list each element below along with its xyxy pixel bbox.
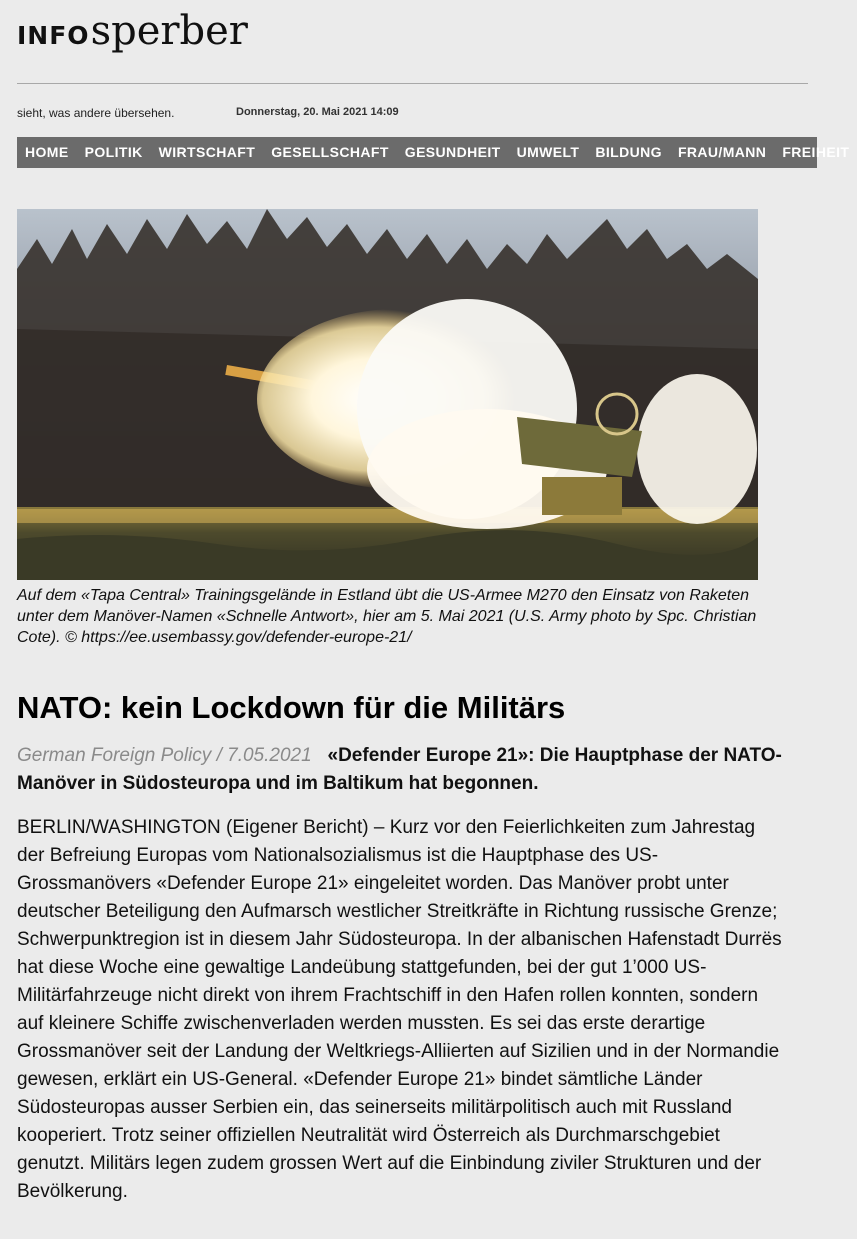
site-logo[interactable] <box>17 8 248 68</box>
rocket-launch-image <box>17 209 758 580</box>
nav-item-umwelt[interactable]: UMWELT <box>516 144 580 160</box>
nav-item-bildung[interactable]: BILDUNG <box>595 144 662 160</box>
logo-sperber-text: sperber <box>90 8 248 54</box>
article-source[interactable]: German Foreign Policy / 7.05.2021 <box>17 745 312 766</box>
current-date: Donnerstag, 20. Mai 2021 14:09 <box>236 106 399 118</box>
nav-item-politik[interactable]: POLITIK <box>84 144 143 160</box>
nav-item-freiheit[interactable]: FREIHEIT <box>782 144 850 160</box>
article-title: NATO: kein Lockdown für die Militärs <box>17 690 566 725</box>
main-navigation <box>17 137 850 168</box>
nav-item-home[interactable]: HOME <box>25 144 69 160</box>
nav-item-gesundheit[interactable]: GESUNDHEIT <box>404 144 501 160</box>
logo-info-text: INFO <box>17 21 90 50</box>
photo-caption: Auf dem «Tapa Central» Trainingsgelände in Estland übt die US-Armee M270 den Einsatz von Raketen unter dem Manöver-Namen «Schnelle Antwort», hier am 5. Mai 2021 (U.S. Army photo by Spc. Christian Cote). © https://ee.usembassy.gov/defender-europe-21/ <box>17 587 757 646</box>
article-photo <box>17 209 758 580</box>
article-body: BERLIN/WASHINGTON (Eigener Bericht) – Kurz vor den Feierlichkeiten zum Jahrestag der Befreiung Europas vom Nationalsozialismus ist die Hauptphase des US-Grossmanövers «Defender Europe 21» eingeleitet worden. Das Manöver probt unter deutscher Beteiligung den Aufmarsch westlicher Streitkräfte in Richtung russische Grenze; Schwerpunktregion ist in diesem Jahr Südosteuropa. In der albanischen Hafenstadt Durrës hat diese Woche eine gewaltige Landeübung stattgefunden, bei der gut 1’000 US-Militärfahrzeuge nicht direkt von ihrem Frachtschiff in den Hafen rollen konnten, sondern auf kleinere Schiffe zwischenverladen werden mussten. Es sei das erste derartige Grossmanöver seit der Landung der Weltkriegs-Alliierten auf Sizilien und in der Normandie gewesen, erklärt ein US-General. «Defender Europe 21» bindet sämtliche Länder Südosteuropas ausser Serbien ein, das seinerseits militärpolitisch auch mit Russland kooperiert. Trotz seiner offiziellen Neutralität wird Österreich als Durchmarschgebiet genutzt. Militärs legen zudem grossen Wert auf die Einbindung ziviler Strukturen und der Bevölkerung. <box>17 817 782 1202</box>
site-tagline: sieht, was andere übersehen. <box>17 106 175 120</box>
article-lead <box>17 742 787 798</box>
nav-item-gesellschaft[interactable]: GESELLSCHAFT <box>271 144 389 160</box>
nav-item-wirtschaft[interactable]: WIRTSCHAFT <box>158 144 256 160</box>
nav-item-frau-mann[interactable]: FRAU/MANN <box>677 144 767 160</box>
header-divider <box>17 83 808 84</box>
article-lead-text: «Defender Europe 21»: Die Hauptphase der NATO-Manöver in Südosteuropa und im Baltikum hat begonnen. <box>17 745 782 794</box>
